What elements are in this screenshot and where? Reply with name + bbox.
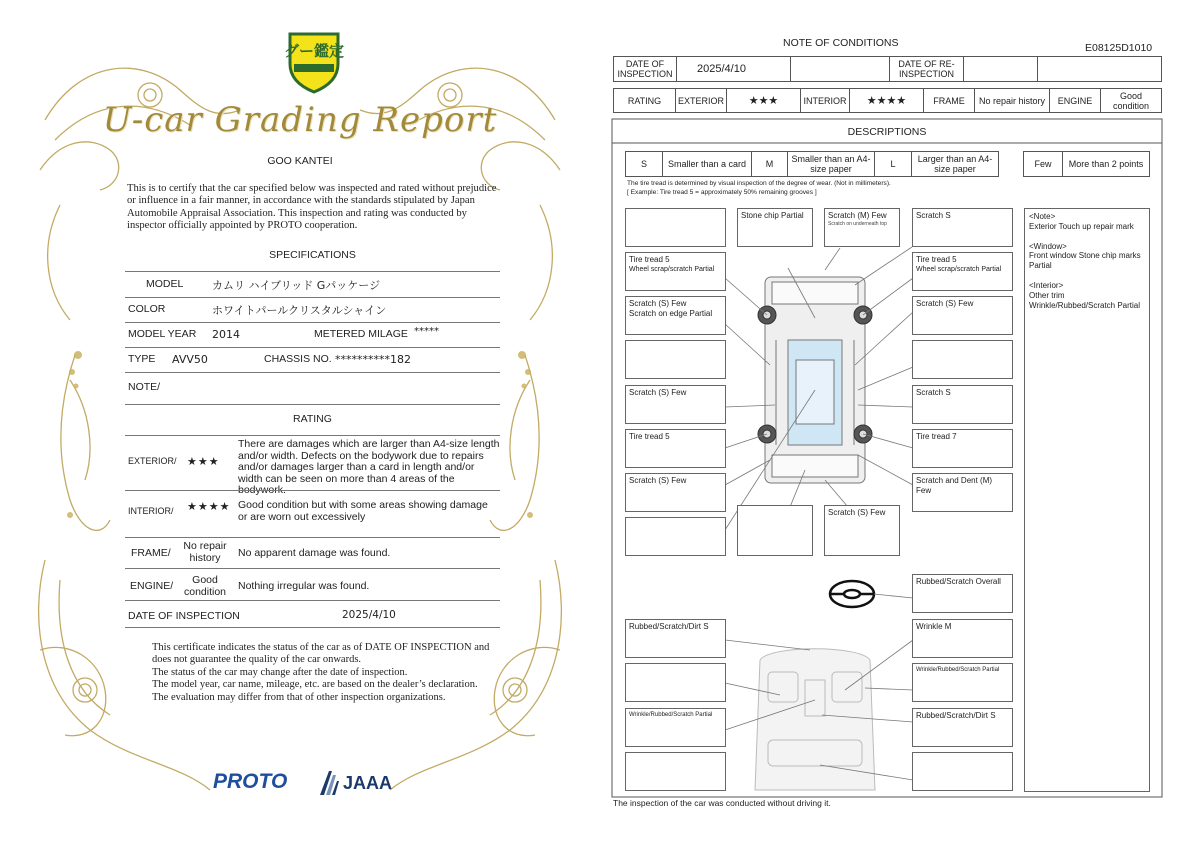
type-label: TYPE [128,353,156,365]
condition-text: Tire tread 5 [629,432,670,441]
frame-value: No repair history [974,88,1050,113]
condition-box-dashboard [625,619,726,658]
engine-description: Nothing irregular was found. [238,580,370,592]
condition-box-front-right-top [912,208,1013,247]
condition-box-steering [912,574,1013,613]
divider [125,537,500,538]
condition-box-empty [737,505,813,556]
condition-box-front-right [912,296,1013,335]
jaaa-logo [343,773,392,794]
descriptions-heading: DESCRIPTIONS [847,126,927,138]
divider [125,297,500,298]
empty-cell [790,56,890,82]
engine-value: Good condition [183,574,227,598]
condition-box-hood-left [737,208,813,247]
condition-box-seat [912,708,1013,747]
condition-box-rear-right-tire [912,429,1013,468]
legend-m-text: Smaller than an A4-size paper [787,151,875,177]
car-top-view-diagram [765,277,865,483]
legend-few-text: More than 2 points [1062,151,1150,177]
divider [125,404,500,405]
condition-box-left-side [625,385,726,424]
condition-box-door-trim [912,663,1013,702]
condition-text: Scratch S [916,211,951,220]
date-reinspection-value [963,56,1038,82]
condition-box-front-left [625,296,726,335]
footer-line: The evaluation may differ from that of other inspection organizations. [152,691,446,703]
bottom-disclaimer: The inspection of the car was conducted without driving it. [613,798,831,808]
goo-kantei-badge [284,30,344,94]
divider [125,568,500,569]
frame-label: FRAME [923,88,975,113]
divider [125,271,500,272]
footer-line: This certificate indicates the status of the car as of DATE OF INSPECTION and does not guarantee the quality of the car onwards. [152,642,490,666]
metered-milage-label: METERED MILAGE [314,328,408,340]
note-of-conditions [600,0,1200,848]
condition-text: Scratch (S) Few [629,388,687,397]
condition-text: Wrinkle/Rubbed/Scratch Partial [629,712,713,718]
frame-description: No apparent damage was found. [238,547,391,559]
date-reinspection-label: DATE OF RE-INSPECTION [889,56,964,82]
exterior-label: EXTERIOR/ [128,456,177,466]
condition-text: Scratch (S) Few [828,508,886,517]
condition-box-empty [625,663,726,702]
inspection-code: E08125D1010 [1085,42,1153,54]
frame-value: No repair history [183,540,227,564]
condition-box-front-right-tire [912,252,1013,291]
jaaa-logo-mark-icon [318,769,340,797]
notes-heading: <Note> [1029,212,1056,221]
condition-text: Rubbed/Scratch/Dirt S [916,711,996,720]
proto-logo [213,770,287,794]
exterior-stars: ★★★ [187,455,220,468]
condition-box-right-side [912,385,1013,424]
legend-few: Few [1023,151,1063,177]
model-year-value: 2014 [212,328,240,341]
tire-note-2: [ Example: Tire tread 5 = approximately 50% remaining grooves ] [627,189,817,196]
condition-text: Tire tread 5 [916,255,957,264]
condition-box-rear-left [625,473,726,512]
engine-label: ENGINE/ [130,580,174,592]
date-inspection-label: DATE OF INSPECTION [613,56,677,82]
organization-name: GOO KANTEI [267,155,333,167]
badge-text: グー鑑定 [284,42,344,60]
notes-text: Front window Stone chip marks Partial [1029,251,1141,271]
date-of-inspection-label: DATE OF INSPECTION [128,610,240,622]
proto-logo-text: PROTO [213,770,288,793]
condition-box-console [625,708,726,747]
color-value: ホワイトパールクリスタルシャイン [212,304,387,317]
condition-text: Stone chip Partial [741,211,804,220]
condition-text: Rubbed/Scratch Overall [916,577,1001,586]
frame-label: FRAME/ [131,547,171,559]
condition-text: Scratch (S) Few [916,299,974,308]
condition-box-rear-center [824,505,900,556]
condition-box-empty [912,340,1013,379]
condition-box-front-seat [912,619,1013,658]
empty-cell [1037,56,1162,82]
condition-text: Rubbed/Scratch/Dirt S [629,622,709,631]
condition-text: Wrinkle/Rubbed/Scratch Partial [916,667,1000,673]
certification-statement: This is to certify that the car specified below was inspected and rated without prejudice or influence in a fair manner, in accordance with the standards stipulated by Japan Automobile Appraisal Association. This inspection and rating was conducted by inspector officially appointed by PROTO cooperation. [127,183,497,232]
rating-heading: RATING [293,413,332,425]
condition-subtext: Scratch on underneath top [828,221,887,227]
condition-text: Scratch on edge Partial [629,309,713,318]
legend-s: S [625,151,663,177]
notes-heading: <Interior> [1029,280,1064,290]
legend-m: M [751,151,788,177]
condition-text: Scratch and Dent (M) Few [916,476,993,495]
steering-wheel-icon [830,581,874,607]
engine-value: Good condition [1100,88,1162,113]
condition-text: Scratch S [916,388,951,397]
condition-box-empty [625,340,726,379]
condition-box-empty [912,752,1013,791]
divider [125,435,500,436]
model-year-label: MODEL YEAR [128,328,197,340]
legend-l: L [874,151,912,177]
rating-label: RATING [613,88,676,113]
color-label: COLOR [128,303,166,315]
condition-text: Scratch (S) Few [629,476,687,485]
condition-text: Tire tread 7 [916,432,957,441]
noc-title: NOTE OF CONDITIONS [783,37,899,49]
date-inspection-value: 2025/4/10 [676,56,791,82]
condition-text: Wheel scrap/scratch Partial [629,266,715,273]
tire-note-1: The tire tread is determined by visual inspection of the degree of wear. (Not in millimeters). [627,180,891,187]
model-value: カムリ ハイブリッド Gパッケージ [212,279,381,292]
jaaa-logo-text: JAAA [343,773,393,793]
footer-line: The model year, car name, mileage, etc. are based on the dealer’s declaration. [152,679,478,691]
condition-text: Scratch (S) Few [629,299,687,308]
condition-box-front-left-tire [625,252,726,291]
chassis-value: **********182 [335,353,411,366]
exterior-label: EXTERIOR [675,88,727,113]
condition-text: Wheel scrap/scratch Partial [916,266,1002,273]
interior-stars: ★★★★ [187,500,231,513]
car-interior-diagram [755,649,875,790]
condition-box-hood-right [824,208,900,247]
notes-text: Other trim [1029,290,1065,300]
notes-text: Wrinkle/Rubbed/Scratch Partial [1029,300,1141,310]
divider [125,600,500,601]
divider [125,322,500,323]
condition-box-rear-left-tire [625,429,726,468]
interior-label: INTERIOR [800,88,850,113]
divider [125,347,500,348]
condition-box-empty [625,752,726,791]
condition-text: Tire tread 5 [629,255,670,264]
legend-l-text: Larger than an A4-size paper [911,151,999,177]
notes-heading: <Window> [1029,241,1067,251]
condition-text: Wrinkle M [916,622,952,631]
divider [125,490,500,491]
exterior-stars: ★★★ [726,88,801,113]
model-label: MODEL [146,278,184,290]
metered-milage-value: ***** [414,326,439,337]
notes-text: Exterior Touch up repair mark [1029,221,1134,231]
divider [125,627,500,628]
type-value: AVV50 [172,353,208,366]
interior-stars: ★★★★ [849,88,924,113]
interior-description: Good condition but with some areas showing damage or are worn out excessively [238,499,488,523]
report-title: U-car Grading Report [102,100,498,140]
date-of-inspection-value: 2025/4/10 [342,609,396,621]
specifications-heading: SPECIFICATIONS [269,249,356,261]
condition-text: Scratch (M) Few [828,211,887,220]
notes-panel [1024,208,1150,792]
engine-label: ENGINE [1049,88,1101,113]
exterior-description: There are damages which are larger than A4-size length and/or width. Defects on the bodywork due to repairs and/or damages larger than a card in length and/or width can be seen on more than 4 areas of the bodywork. [238,438,500,496]
interior-label: INTERIOR/ [128,506,174,516]
footer-line: The status of the car may change after the date of inspection. [152,666,408,678]
condition-box-rear-right [912,473,1013,512]
chassis-label: CHASSIS NO. [264,353,332,365]
certificate-footer [152,642,502,704]
condition-box-empty [625,517,726,556]
legend-s-text: Smaller than a card [662,151,752,177]
condition-box-empty [625,208,726,247]
note-label: NOTE/ [128,381,161,393]
divider [125,372,500,373]
